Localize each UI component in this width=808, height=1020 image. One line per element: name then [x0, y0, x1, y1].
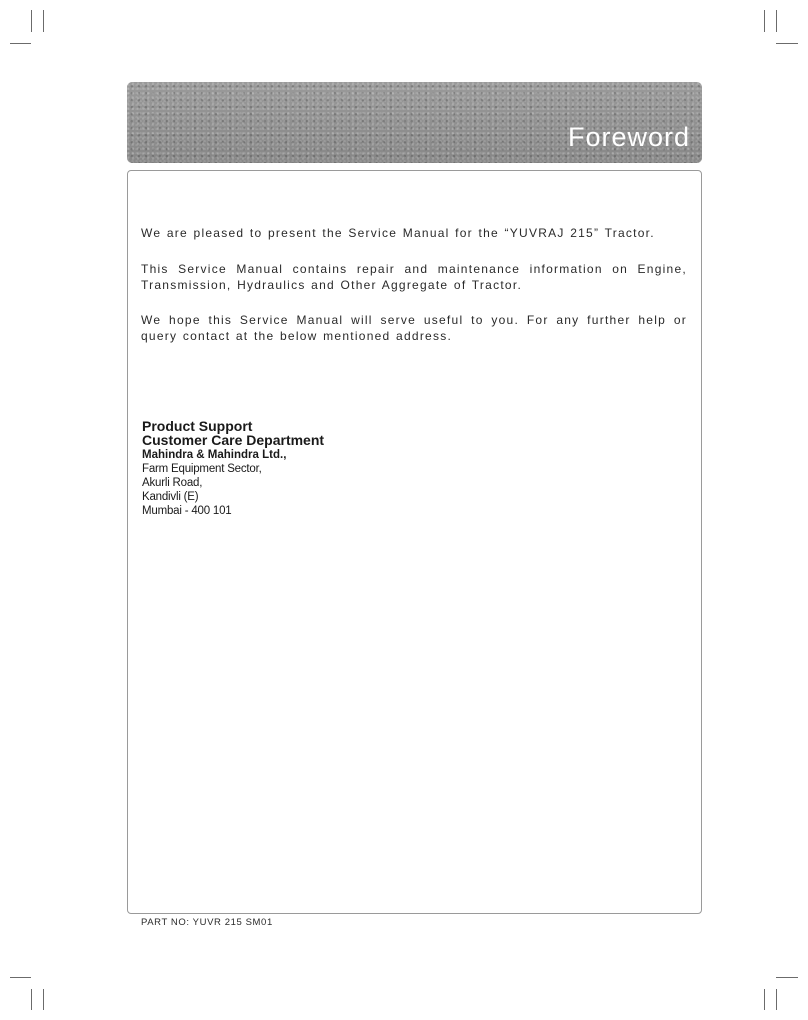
crop-mark-bottom-right-v1	[764, 989, 765, 1010]
crop-mark-top-right-v1	[764, 10, 765, 32]
address-line: Kandivli (E)	[142, 491, 199, 503]
address-line: Mumbai - 400 101	[142, 505, 232, 517]
address-department: Product Support	[142, 418, 253, 434]
crop-mark-top-left-h	[10, 43, 31, 44]
page-title: Foreword	[567, 122, 690, 152]
crop-mark-top-right-h	[776, 43, 798, 44]
scope-paragraph: This Service Manual contains repair and maintenance information on Engine, Transmission, Hydraulics and Other Aggregate of Tractor.	[141, 262, 687, 292]
crop-mark-bottom-right-h	[776, 977, 798, 978]
address-subdepartment: Customer Care Department	[142, 432, 325, 448]
crop-mark-bottom-right-v2	[776, 989, 777, 1010]
contact-paragraph: We hope this Service Manual will serve useful to you. For any further help or query contact at the below mentioned address.	[141, 313, 687, 343]
crop-mark-top-right-v2	[776, 10, 777, 32]
crop-mark-top-left-v1	[31, 10, 32, 32]
crop-mark-bottom-left-h	[10, 977, 31, 978]
intro-paragraph: We are pleased to present the Service Manual for the “YUVRAJ 215” Tractor.	[141, 226, 655, 240]
crop-mark-bottom-left-v2	[43, 989, 44, 1010]
crop-mark-top-left-v2	[43, 10, 44, 32]
address-line: Akurli Road,	[142, 477, 203, 489]
contact-address	[142, 419, 324, 518]
address-line: Farm Equipment Sector,	[142, 463, 262, 475]
header-bar	[127, 82, 702, 163]
address-company: Mahindra & Mahindra Ltd.,	[142, 449, 287, 461]
crop-mark-bottom-left-v1	[31, 989, 32, 1010]
part-number: PART NO: YUVR 215 SM01	[141, 917, 273, 928]
